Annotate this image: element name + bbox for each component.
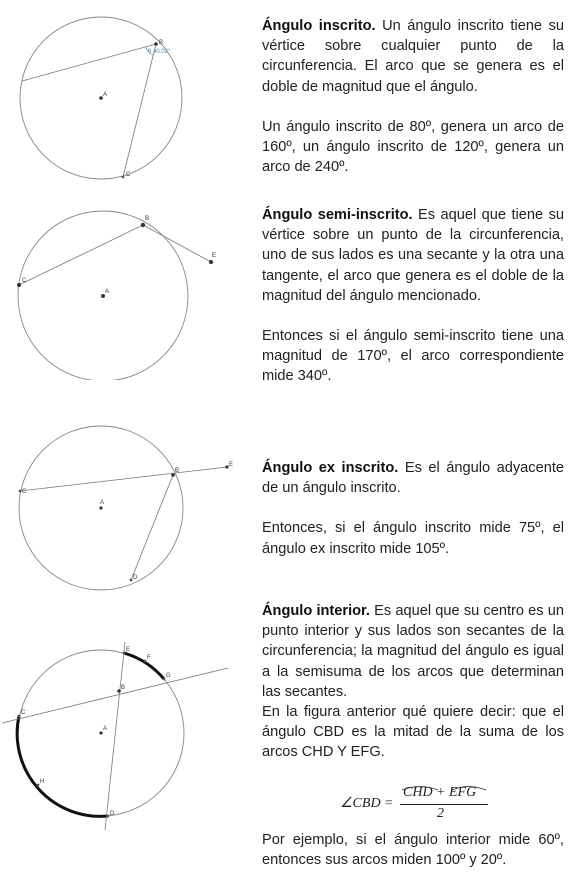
- paragraph: [262, 601, 564, 702]
- label-f: F: [147, 655, 151, 661]
- term-title: Ángulo inscrito.: [262, 18, 376, 34]
- label-c: C: [21, 710, 26, 716]
- example-paragraph: Un ángulo inscrito de 80º, genera un arco de 160º, un ángulo inscrito de 120º, genera un arco de 240º.: [262, 118, 564, 176]
- chord-bc: [123, 44, 156, 177]
- figure-inscribed-angle: [0, 10, 250, 190]
- paragraph: [262, 205, 564, 306]
- definition: Es aquel que su centro es un punto interior y sus lados son secantes de la circunferencia; la magnitud del ángulo es igual a la semisuma de los arcos que determinan las secantes.: [262, 603, 565, 700]
- label-c: C: [126, 172, 131, 178]
- label-b: B: [121, 685, 126, 691]
- angle-label: θ 40.02°: [148, 49, 171, 55]
- label-e: E: [212, 253, 217, 259]
- formula: [340, 783, 500, 823]
- arc-chd: [17, 716, 108, 816]
- label-c: C: [22, 278, 27, 284]
- label-e: E: [126, 647, 131, 653]
- label-b: B: [145, 216, 150, 222]
- term-title: Ángulo semi-inscrito.: [262, 207, 413, 223]
- figure-ex-inscribed-angle: [0, 420, 250, 595]
- paragraph: [262, 458, 564, 498]
- figure-semi-inscribed-angle: [0, 205, 250, 380]
- label-e: E: [229, 462, 234, 468]
- example-paragraph: Por ejemplo, si el ángulo interior mide 60º, entonces sus arcos miden 100º y 20º.: [262, 832, 564, 869]
- section-ex-inscribed: [262, 458, 564, 559]
- label-a: A: [100, 500, 105, 506]
- section-semi-inscribed: [262, 205, 564, 387]
- label-d: D: [110, 811, 115, 817]
- chord-b-left: [22, 44, 156, 81]
- definition: Es aquel que tiene su vértice sobre un punto de la circunferencia, uno de sus lados es una secante y la otra una tangente, el arco que genera es el doble de la magnitud del ángulo mencionado.: [262, 207, 564, 304]
- label-a: A: [103, 92, 108, 98]
- label-a: A: [103, 726, 108, 732]
- section-inscribed: [262, 16, 564, 177]
- formula-numerator: CHD + EFG: [403, 785, 477, 800]
- secant-ed: [105, 642, 125, 830]
- figure-interior-angle: [0, 630, 250, 835]
- formula-lhs: ∠CBD =: [340, 796, 394, 811]
- label-a: A: [105, 289, 110, 295]
- definition: Un ángulo inscrito tiene su vértice sobre cualquier punto de la circunferencia. El arco que se genera es el doble de magnitud que el ángulo.: [262, 18, 564, 95]
- arc-efg: [124, 653, 164, 679]
- fraction-bar: [400, 804, 488, 805]
- label-h: H: [40, 779, 45, 785]
- label-g: G: [166, 673, 171, 679]
- tangent-be: [143, 225, 211, 262]
- formula-denominator: 2: [437, 806, 444, 821]
- label-d: D: [133, 575, 138, 581]
- line-ce: [20, 467, 227, 491]
- example-paragraph: Entonces si el ángulo semi-inscrito tiene una magnitud de 170º, el arco correspondiente mide 340º.: [262, 328, 564, 385]
- secant-cg: [2, 668, 228, 723]
- term-title: Ángulo interior.: [262, 603, 370, 619]
- label-b: B: [175, 468, 180, 474]
- explanation-paragraph: En la figura anterior qué quiere decir: que el ángulo CBD es la mitad de la suma de los arcos CHD Y EFG.: [262, 704, 564, 761]
- term-title: Ángulo ex inscrito.: [262, 460, 399, 476]
- paragraph: [262, 16, 564, 97]
- secant-bc: [19, 225, 143, 285]
- definition: Es el ángulo adyacente de un ángulo inscrito.: [262, 460, 564, 497]
- label-b: B: [159, 40, 164, 46]
- label-c: C: [22, 489, 27, 495]
- section-interior-example: [262, 830, 564, 870]
- chord-bd: [131, 475, 173, 580]
- section-interior: [262, 601, 564, 763]
- example-paragraph: Entonces, si el ángulo inscrito mide 75º, el ángulo ex inscrito mide 105º.: [262, 520, 564, 557]
